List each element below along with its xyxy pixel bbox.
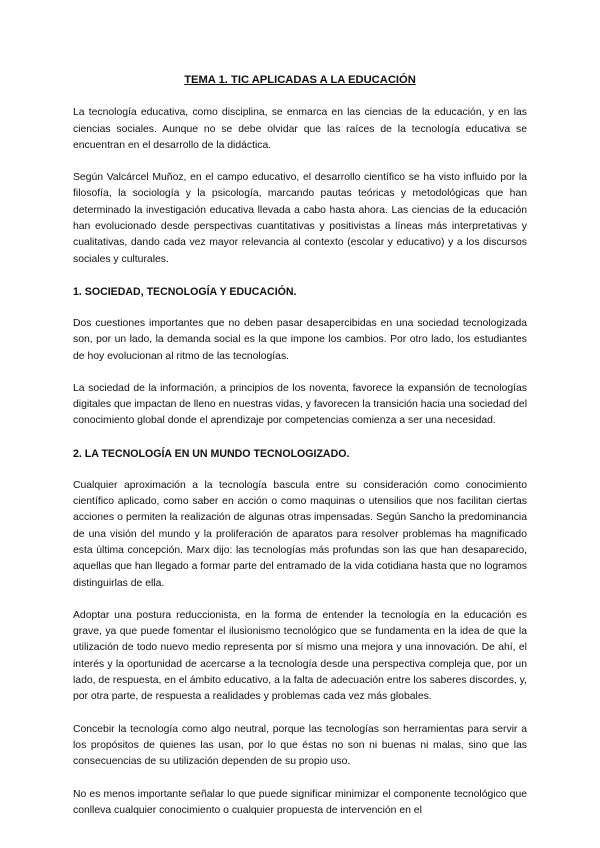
section-2-paragraph-2: Adoptar una postura reduccionista, en la forma de entender la tecnología en la educación es grave, ya que puede fomentar el ilusionismo tecnológico que se fundamenta en la idea de que la utilización de todo nuevo medio representa por sí mismo una mejora y una innovación. De ahí, el interés y la oportunidad de acercarse a la tecnología desde una perspectiva compleja que, por un lado, de respuesta, en el ámbito educativo, a la falta de adecuación entre los saberes discordes, y, por otra parte, de respuesta a realidades y problemas cada vez más globales. [73,609,527,703]
document-title: TEMA 1. TIC APLICADAS A LA EDUCACIÓN [184,74,416,86]
section-1-paragraph-1: Dos cuestiones importantes que no deben pasar desapercibidas en una sociedad tecnologizada son, por un lado, la demanda social es la que impone los cambios. Por otro lado, los estudiantes de hoy evolucionan al ritmo de las tecnologías. [73,317,527,362]
section-1-paragraph-2: La sociedad de la información, a principios de los noventa, favorece la expansión de tecnologías digitales que impactan de lleno en nuestras vidas, y favorecen la transición hacia una sociedad del conocimiento global donde el aprendizaje por competencias comienza a ser una necesidad. [73,382,528,427]
section-2-paragraph-1: Cualquier aproximación a la tecnología bascula entre su consideración como conocimiento científico aplicado, como saber en acción o como maquinas o utensilios que nos facilitan ciertas acciones o permiten la realización de algunas otras impensadas. Según Sancho la predominancia de una visión del mundo y la proliferación de aparatos para resolver problemas ha magnificado esta última concepción. Marx dijo: las tecnologías más profundas son las que han desaparecido, aquellas que han llegado a formar parte del entramado de la vida cotidiana hasta que no logramos distinguirlas de ella. [73,479,527,589]
intro-paragraph-1: La tecnología educativa, como disciplina, se enmarca en las ciencias de la educación, y en las ciencias sociales. Aunque no se debe olvidar que las raíces de la tecnología educativa se encuentran en el desarrollo de la didáctica. [73,107,527,151]
intro-paragraph-2: Según Valcárcel Muñoz, en el campo educativo, el desarrollo científico se ha visto influido por la filosofía, la sociología y la psicología, marcando pautas teóricas y metodológicas que han determinado la investigación educativa llevada a cabo hasta ahora. Las ciencias de la educación han evolucionado desde perspectivas cuantitativas y positivistas a líneas más interpretativas y cualitativas, dando cada vez mayor relevancia al contexto (escolar y educativo) y a los discursos sociales y culturales. [73,172,527,265]
section-1-heading: 1. SOCIEDAD, TECNOLOGÍA Y EDUCACIÓN. [73,285,297,298]
section-2-heading: 2. LA TECNOLOGÍA EN UN MUNDO TECNOLOGIZADO. [73,447,350,460]
document-page [73,72,527,835]
section-2-paragraph-3: Concebir la tecnología como algo neutral, porque las tecnologías son herramientas para servir a los propósitos de quienes las usan, por lo que éstas no son ni buenas ni malas, sino que las consecuencias de su utilización dependen de su propio uso. [73,723,527,768]
section-2-paragraph-4: No es menos importante señalar lo que puede significar minimizar el componente tecnológico que conlleva cualquier conocimiento o cualquier propuesta de intervención en el [73,788,527,816]
